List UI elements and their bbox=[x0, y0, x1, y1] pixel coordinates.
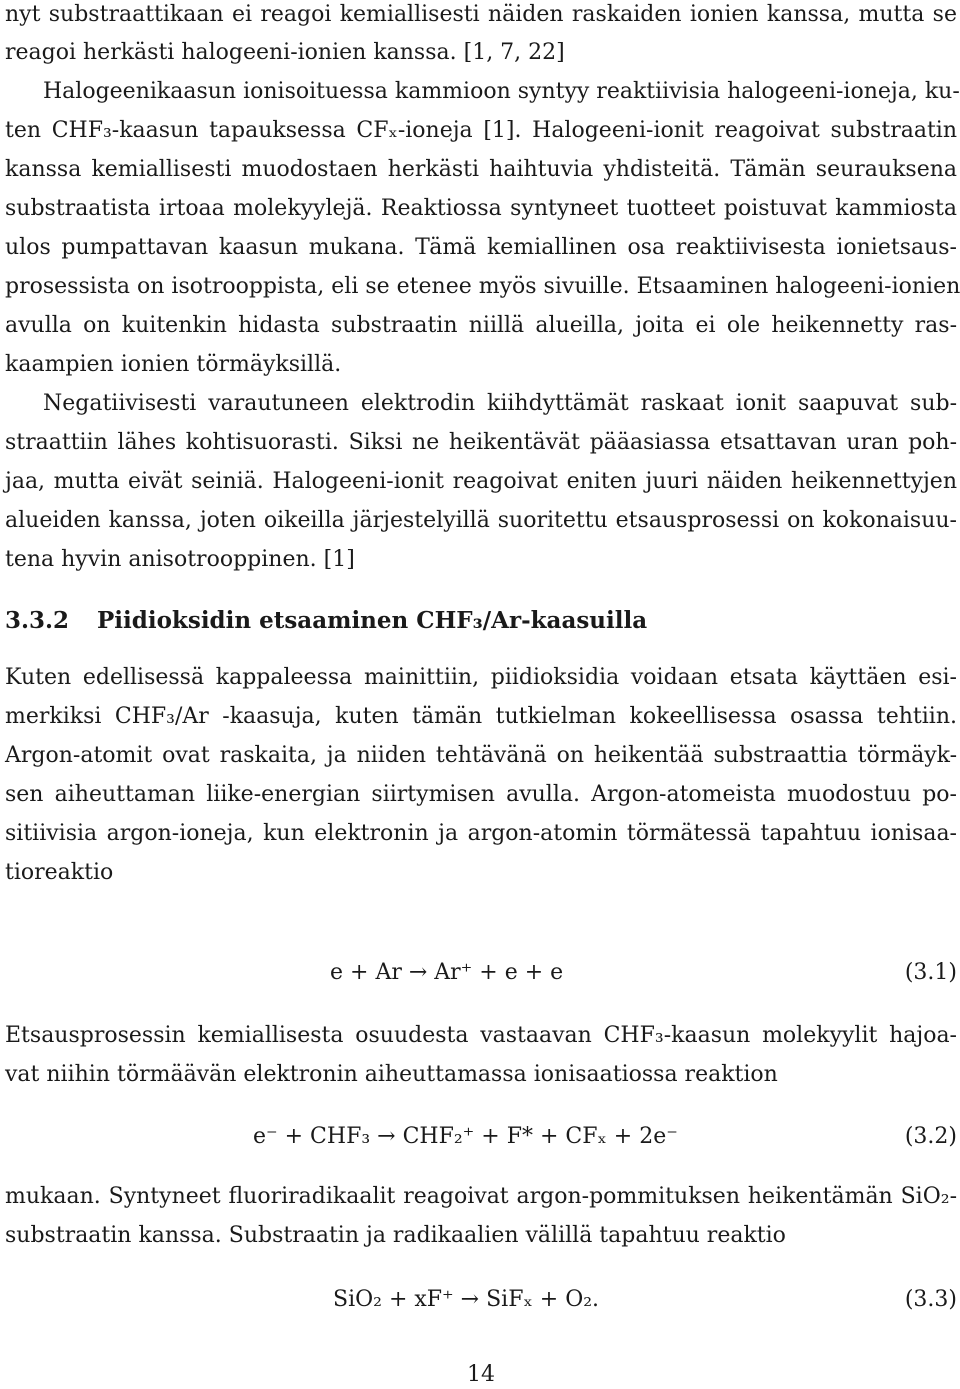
equation-expression: SiO₂ + xF⁺ → SiFₓ + O₂. bbox=[333, 1287, 600, 1312]
text-line: Argon-atomit ovat raskaita, ja niiden tehtävänä on heikentää substraattia törmäyk- bbox=[5, 743, 957, 768]
section-title: Piidioksidin etsaaminen CHF₃/Ar-kaasuilla bbox=[97, 607, 648, 634]
text-line: alueiden kanssa, joten oikeilla järjestelyillä suoritettu etsausprosessi on kokonaisuu- bbox=[5, 508, 957, 533]
text-line: ulos pumpattavan kaasun mukana. Tämä kemiallinen osa reaktiivisesta ionietsaus- bbox=[5, 235, 957, 260]
text-line: substraatista irtoaa molekyylejä. Reaktiossa syntyneet tuotteet poistuvat kammiosta bbox=[5, 196, 957, 221]
text-line: straattiin lähes kohtisuorasti. Siksi ne heikentävät pääasiassa etsattavan uran poh- bbox=[5, 430, 957, 455]
equation-number: (3.1) bbox=[904, 960, 957, 985]
text-line: nyt substraattikaan ei reagoi kemiallisesti näiden raskaiden ionien kanssa, mutta se bbox=[5, 2, 957, 27]
text-line: Etsausprosessin kemiallisesta osuudesta vastaavan CHF₃-kaasun molekyylit hajoa- bbox=[5, 1023, 957, 1048]
text-line: Negatiivisesti varautuneen elektrodin kiihdyttämät raskaat ionit saapuvat sub- bbox=[43, 391, 957, 416]
text-line: reagoi herkästi halogeeni-ionien kanssa. [1, 7, 22] bbox=[5, 40, 565, 65]
equation-number: (3.3) bbox=[904, 1287, 957, 1312]
text-line: sen aiheuttaman liike-energian siirtymisen avulla. Argon-atomeista muodostuu po- bbox=[5, 782, 957, 807]
text-line: substraatin kanssa. Substraatin ja radikaalien välillä tapahtuu reaktio bbox=[5, 1223, 786, 1248]
section-number: 3.3.2 bbox=[5, 607, 70, 634]
text-line: ten CHF₃-kaasun tapauksessa CFₓ-ioneja [1]. Halogeeni-ionit reagoivat substraatin bbox=[5, 118, 957, 143]
text-line: mukaan. Syntyneet fluoriradikaalit reagoivat argon-pommituksen heikentämän SiO₂- bbox=[5, 1184, 957, 1209]
text-line: prosessista on isotrooppista, eli se etenee myös sivuille. Etsaaminen halogeeni-ionien bbox=[5, 274, 960, 299]
equation-number: (3.2) bbox=[904, 1124, 957, 1149]
equation-expression: e + Ar → Ar⁺ + e + e bbox=[330, 960, 564, 985]
text-line: Kuten edellisessä kappaleessa mainittiin, piidioksidia voidaan etsata käyttäen esi- bbox=[5, 665, 957, 690]
section-heading bbox=[5, 606, 647, 636]
text-line: avulla on kuitenkin hidasta substraatin niillä alueilla, joita ei ole heikennetty ras- bbox=[5, 313, 957, 338]
text-line: sitiivisia argon-ioneja, kun elektronin ja argon-atomin törmätessä tapahtuu ionisaa- bbox=[5, 821, 957, 846]
text-line: kanssa kemiallisesti muodostaen herkästi haihtuvia yhdisteitä. Tämän seurauksena bbox=[5, 157, 957, 182]
text-line: tena hyvin anisotrooppinen. [1] bbox=[5, 547, 355, 572]
equation-expression: e⁻ + CHF₃ → CHF₂⁺ + F* + CFₓ + 2e⁻ bbox=[253, 1124, 678, 1149]
text-line: vat niihin törmäävän elektronin aiheuttamassa ionisaatiossa reaktion bbox=[5, 1062, 778, 1087]
text-line: tioreaktio bbox=[5, 860, 114, 885]
text-line: Halogeenikaasun ionisoituessa kammioon syntyy reaktiivisia halogeeni-ioneja, ku- bbox=[43, 79, 960, 104]
text-line: kaampien ionien törmäyksillä. bbox=[5, 352, 342, 377]
text-line: merkiksi CHF₃/Ar -kaasuja, kuten tämän tutkielman kokeellisessa osassa tehtiin. bbox=[5, 704, 957, 729]
page-number: 14 bbox=[467, 1362, 495, 1387]
text-line: jaa, mutta eivät seiniä. Halogeeni-ionit reagoivat eniten juuri näiden heikennettyjen bbox=[5, 469, 957, 494]
